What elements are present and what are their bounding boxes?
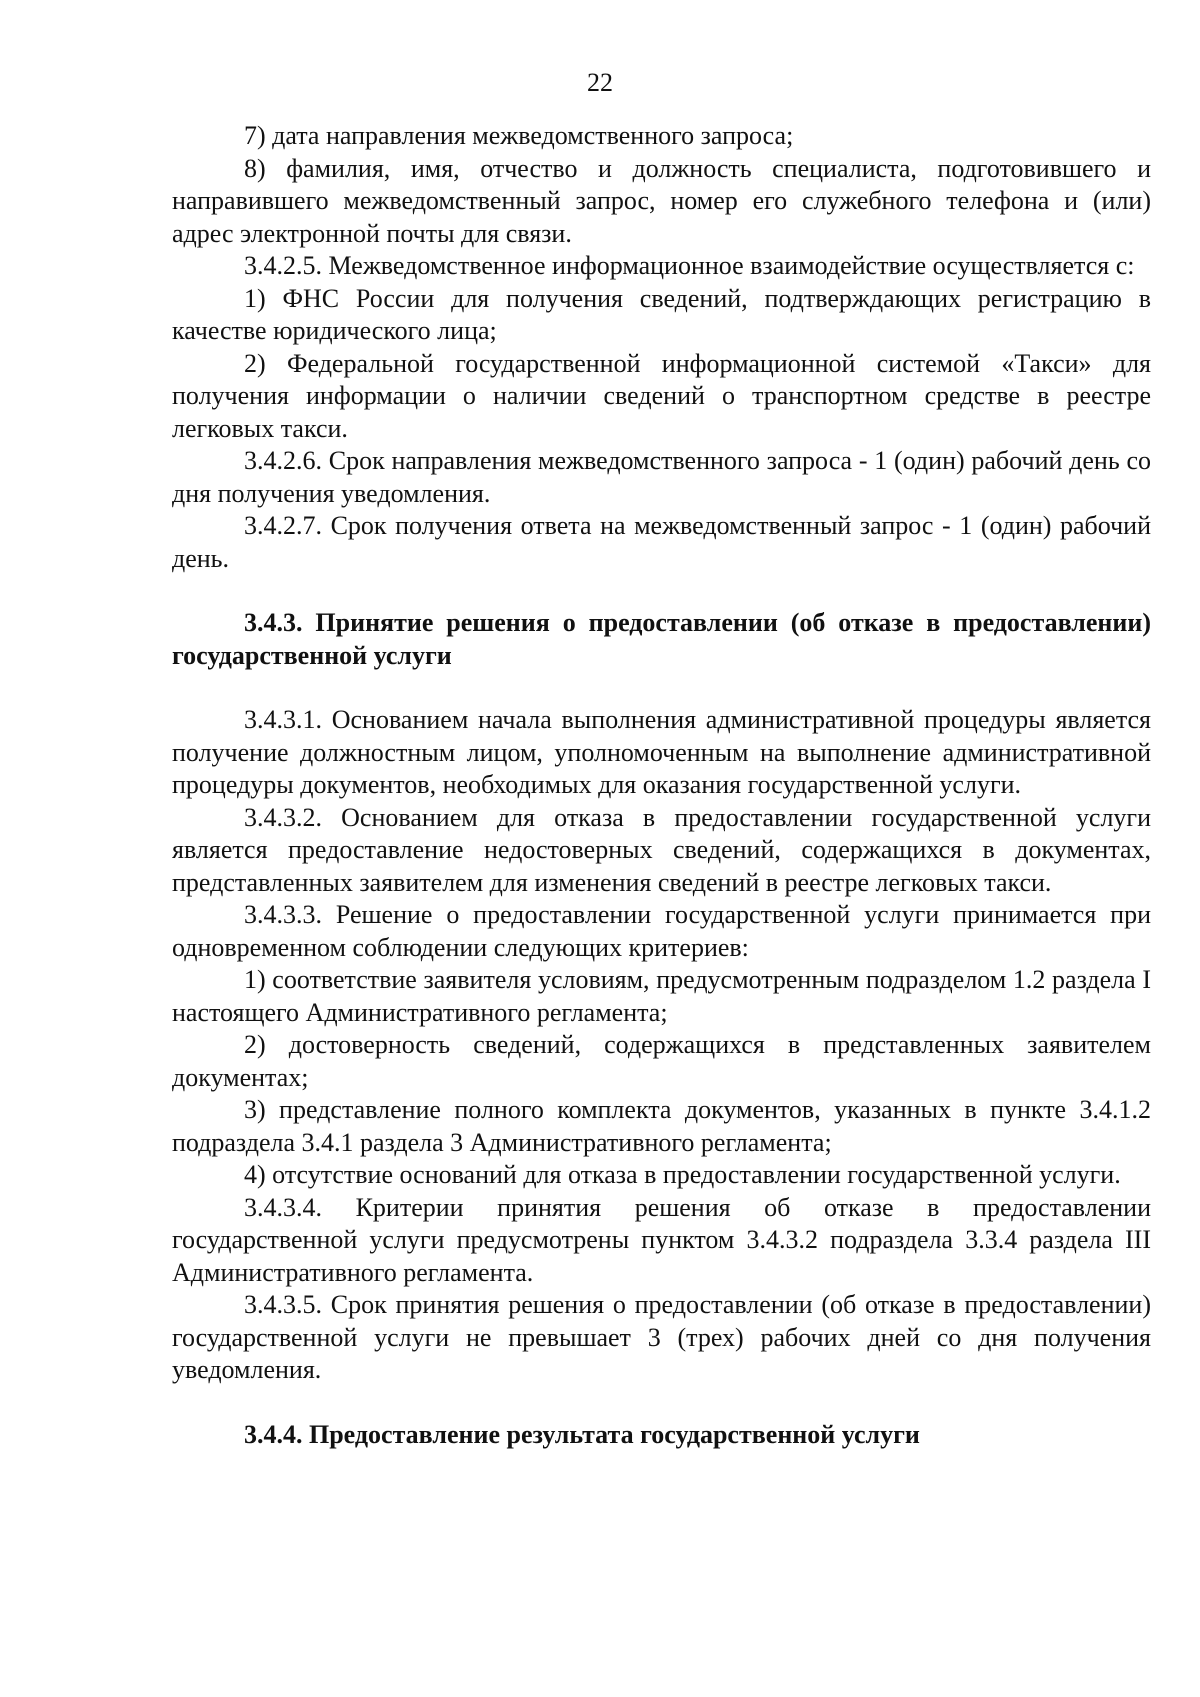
paragraph-taxi-system: 2) Федеральной государственной информационной системой «Такси» для получения информации о наличии сведений о транспортном средстве в реестре легковых такси. [172, 348, 1151, 443]
criteria-item-4: 4) отсутствие оснований для отказа в предоставлении государственной услуги. [244, 1160, 1121, 1189]
section-spacer [172, 672, 1151, 704]
paragraph-3-4-3-3: 3.4.3.3. Решение о предоставлении государственной услуги принимается при одновременном соблюдении следующих критериев: [172, 900, 1151, 962]
section-heading-3-4-4: 3.4.4. Предоставление результата государственной услуги [244, 1419, 920, 1449]
paragraph-item-8: 8) фамилия, имя, отчество и должность специалиста, подготовившего и направившего межведомственный запрос, номер его служебного телефона и (или) адрес электронной почты для связи. [172, 153, 1151, 248]
paragraph-item-7: 7) дата направления межведомственного запроса; [244, 121, 794, 150]
paragraph-3-4-2-6: 3.4.2.6. Срок направления межведомственного запроса - 1 (один) рабочий день со дня получения уведомления. [172, 446, 1151, 508]
section-spacer [172, 575, 1151, 607]
paragraph-3-4-2-5: 3.4.2.5. Межведомственное информационное взаимодействие осуществляется с: [244, 251, 1135, 280]
paragraph-3-4-3-4: 3.4.3.4. Критерии принятия решения об отказе в предоставлении государственной услуги предусмотрены пунктом 3.4.3.2 подраздела 3.3.4 раздела III Административного регламента. [172, 1192, 1151, 1287]
criteria-item-1: 1) соответствие заявителя условиям, предусмотренным подразделом 1.2 раздела I настоящего Административного регламента; [172, 965, 1151, 1027]
paragraph-3-4-3-1: 3.4.3.1. Основанием начала выполнения административной процедуры является получение должностным лицом, уполномоченным на выполнение административной процедуры документов, необходимых для оказания государственной услуги. [172, 705, 1151, 799]
paragraph-fns: 1) ФНС России для получения сведений, подтверждающих регистрацию в качестве юридического лица; [172, 283, 1151, 345]
paragraph-3-4-3-2: 3.4.3.2. Основанием для отказа в предоставлении государственной услуги является предоставление недостоверных сведений, содержащихся в документах, представленных заявителем для изменения сведений в реестре легковых такси. [172, 802, 1151, 897]
paragraph-3-4-3-5: 3.4.3.5. Срок принятия решения о предоставлении (об отказе в предоставлении) государственной услуги не превышает 3 (трех) рабочих дней со дня получения уведомления. [172, 1290, 1151, 1384]
page-number: 22 [587, 68, 613, 97]
criteria-item-2: 2) достоверность сведений, содержащихся в представленных заявителем документах; [172, 1030, 1151, 1092]
document-body [172, 120, 1151, 1451]
criteria-item-3: 3) представление полного комплекта документов, указанных в пункте 3.4.1.2 подраздела 3.4.1 раздела 3 Административного регламента; [172, 1095, 1151, 1157]
paragraph-3-4-2-7: 3.4.2.7. Срок получения ответа на межведомственный запрос - 1 (один) рабочий день. [172, 511, 1151, 573]
section-spacer [172, 1387, 1151, 1419]
section-heading-3-4-3: 3.4.3. Принятие решения о предоставлении (об отказе в предоставлении) государственной услуги [172, 608, 1151, 670]
